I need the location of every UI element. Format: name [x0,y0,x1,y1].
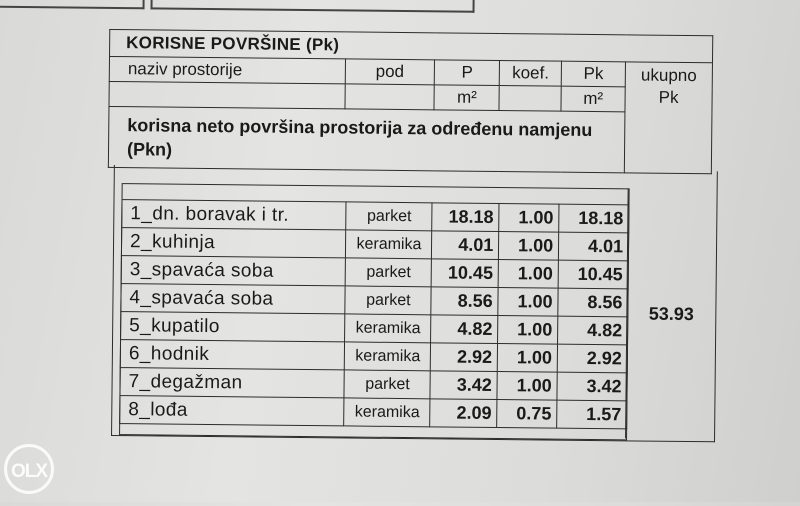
area-p: 8.56 [431,287,498,316]
room-name: 1_dn. boravak i tr. [122,200,347,230]
table-description: korisna neto površina prostorija za određenu namjenu (Pkn) [108,106,625,172]
floor-type: keramika [344,398,430,427]
coefficient: 1.00 [498,288,558,317]
coefficient: 0.75 [497,400,557,429]
olx-watermark [4,444,54,494]
coefficient: 1.00 [499,232,559,261]
header-unit-empty-3 [499,86,561,112]
floor-type: keramika [346,230,432,259]
olx-logo-icon: OLX [10,461,48,482]
table-row [120,396,627,429]
header-total-label: ukupno [640,65,697,86]
room-name: 2_kuhinja [121,228,346,258]
room-name: 8_lođa [120,396,345,426]
header-p: P [435,60,500,86]
room-name: 5_kupatilo [121,312,346,342]
area-pk: 8.56 [558,288,628,317]
header-unit-empty-1 [109,81,345,108]
floor-type: parket [346,202,432,231]
coefficient: 1.00 [498,316,558,345]
area-p: 18.18 [432,203,499,232]
table-title: KORISNE POVRŠINE (Pk) [110,29,713,62]
total-value: 53.93 [625,188,717,439]
area-pk: 4.82 [558,316,628,345]
area-pk: 18.18 [559,204,629,233]
header-unit-p: m² [434,85,499,111]
room-name: 4_spavaća soba [121,284,346,314]
area-pk: 4.01 [559,232,629,261]
header-unit-empty-2 [345,84,435,110]
area-p: 3.42 [430,371,497,400]
floor-type: parket [346,258,432,287]
coefficient: 1.00 [499,204,559,233]
header-unit-pk: m² [561,86,625,112]
floor-type: parket [345,286,431,315]
header-name: naziv prostorije [109,56,345,83]
top-box-right [151,0,475,13]
top-box-left [0,0,145,9]
area-pk: 2.92 [557,344,627,373]
coefficient: 1.00 [497,372,557,401]
area-p: 2.92 [431,343,498,372]
area-p: 4.82 [431,315,498,344]
header-koef: koef. [499,61,561,87]
area-pk: 10.45 [558,260,628,289]
coefficient: 1.00 [498,260,558,289]
header-total-sub: Pk [658,87,679,107]
area-pk: 3.42 [557,372,627,401]
room-name: 3_spavaća soba [121,256,346,286]
area-p: 4.01 [432,231,499,260]
header-total [624,62,712,174]
data-table [119,199,629,429]
header-pk: Pk [561,61,625,87]
room-name: 7_degažman [120,368,345,398]
room-name: 6_hodnik [120,340,345,370]
floor-type: parket [344,370,430,399]
header-table [108,29,713,174]
floor-type: keramika [345,342,431,371]
area-pk: 1.57 [557,400,627,429]
header-floor: pod [345,59,435,85]
area-p: 10.45 [431,259,498,288]
floor-type: keramika [345,314,431,343]
area-p: 2.09 [430,399,497,428]
coefficient: 1.00 [497,344,557,373]
